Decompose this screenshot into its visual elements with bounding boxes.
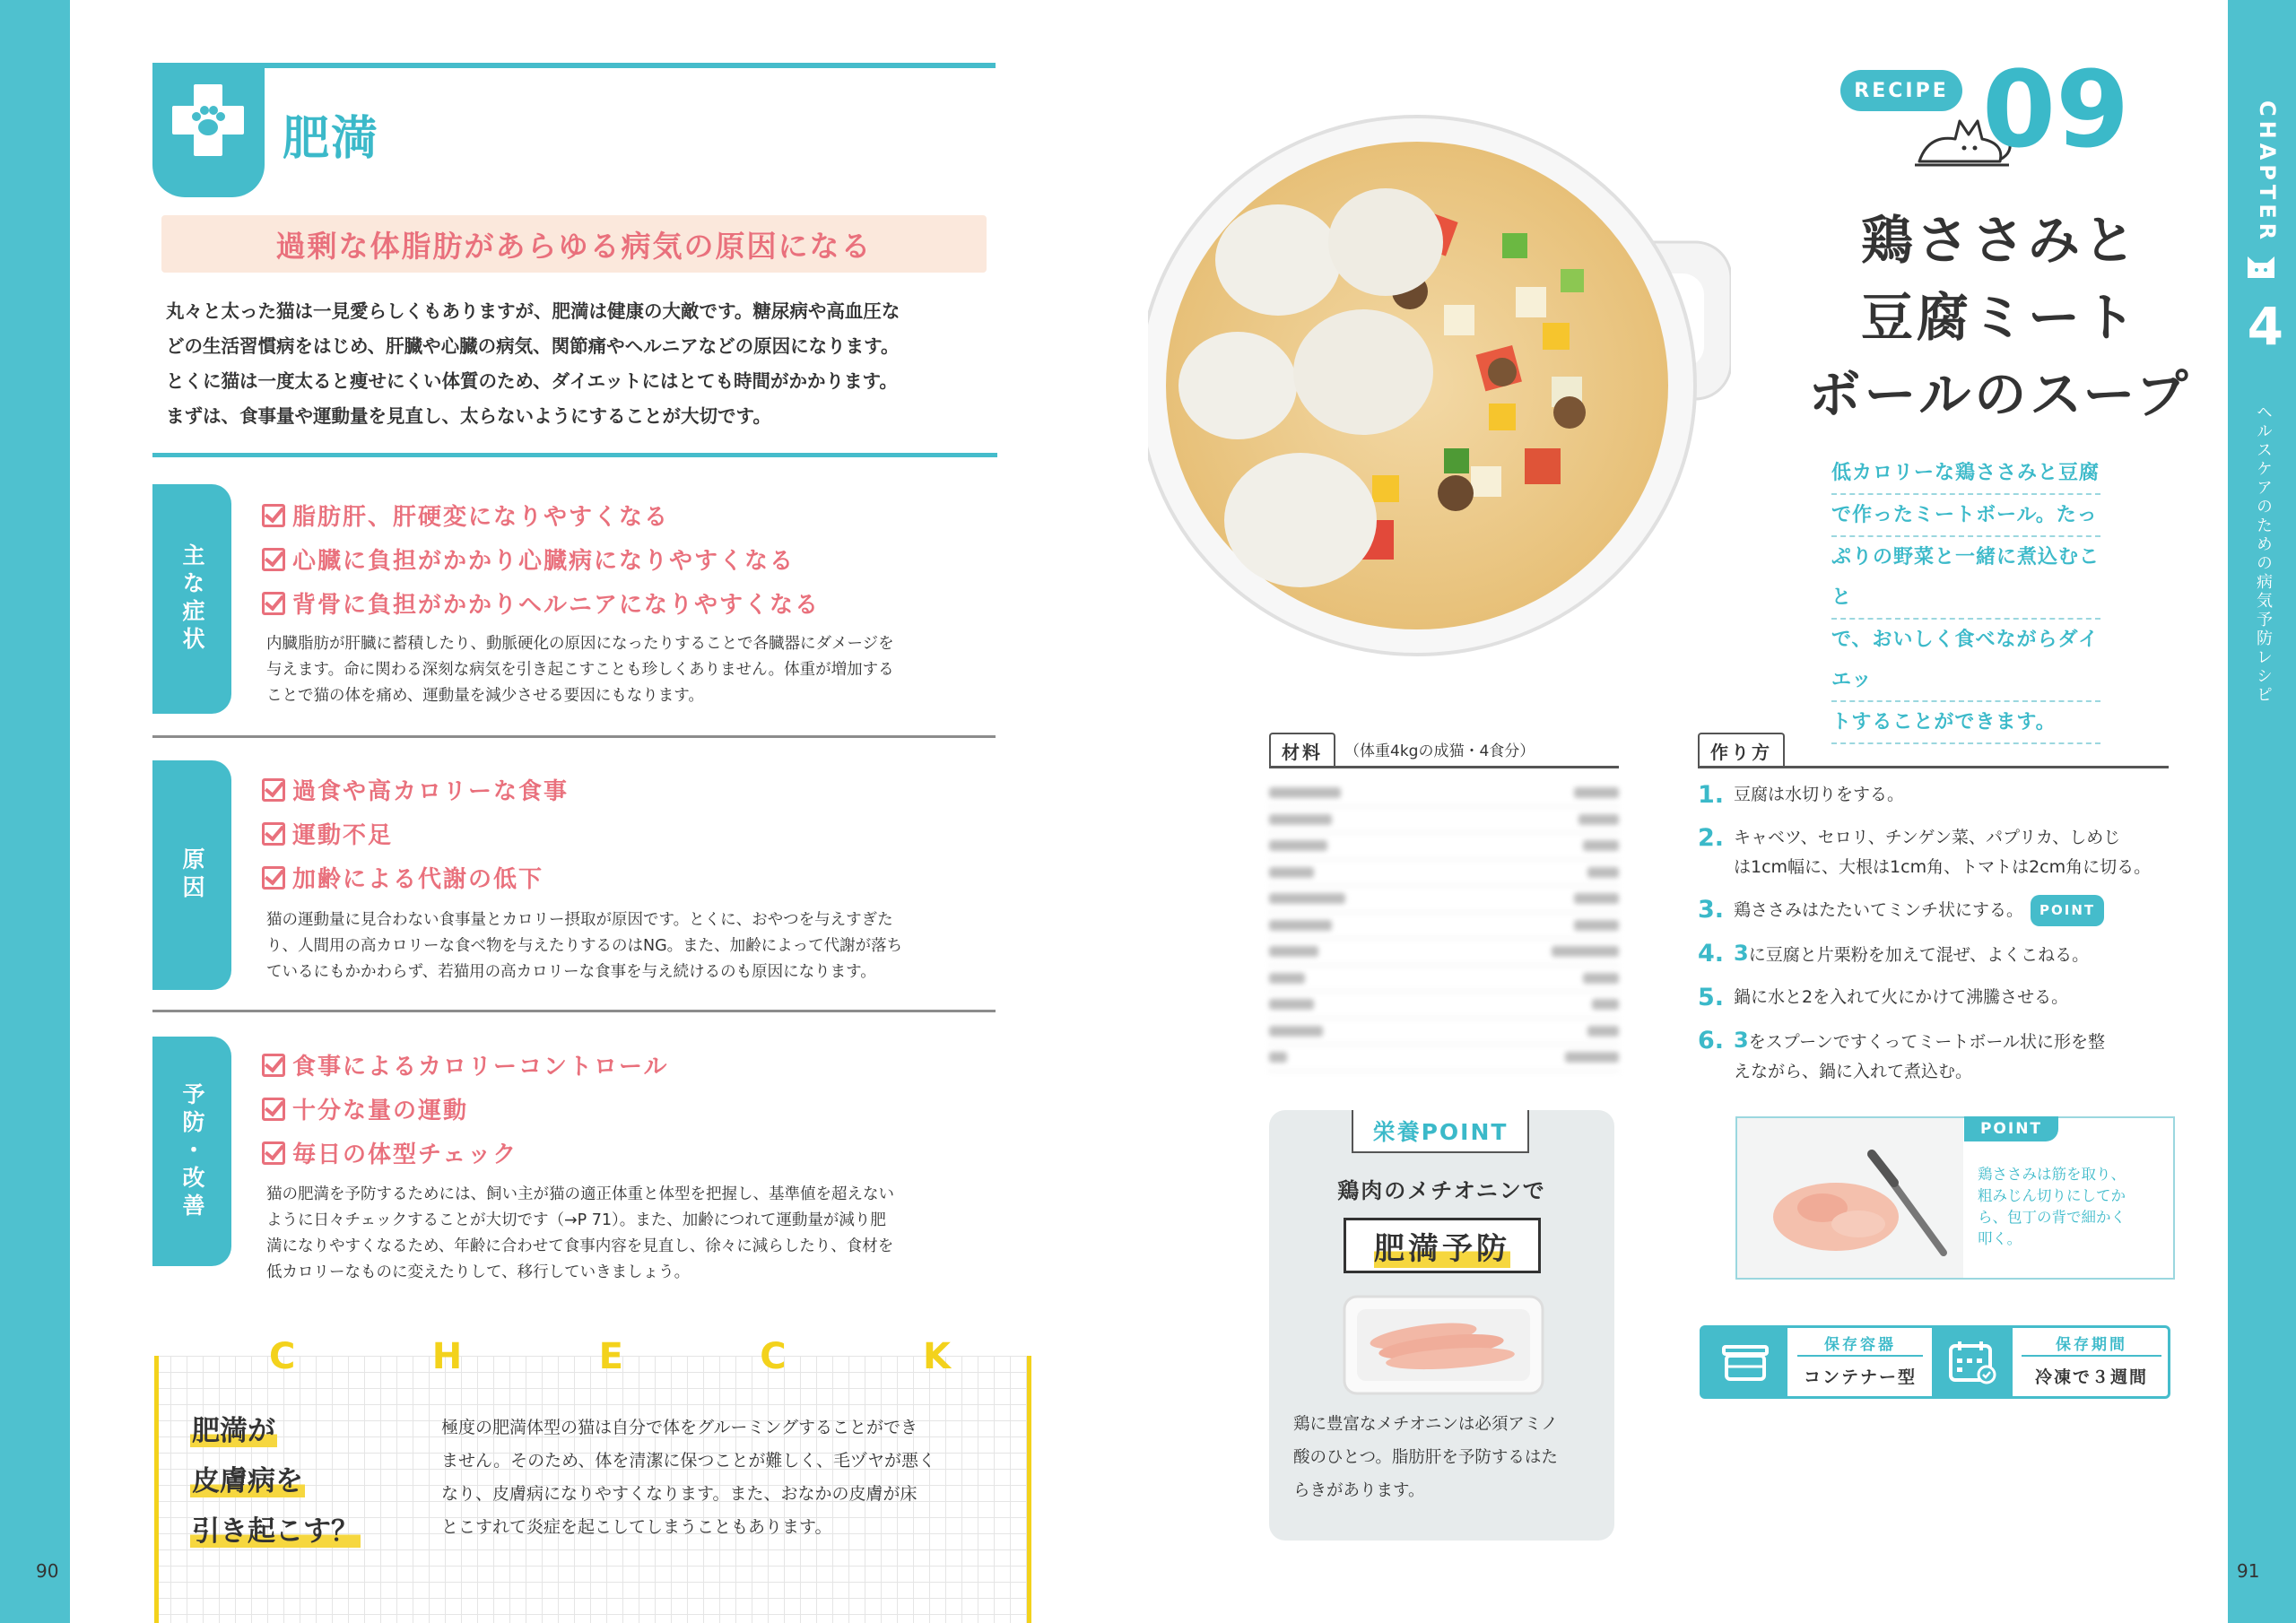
section-tab-symptoms: [152, 484, 231, 714]
check-letter: E: [598, 1336, 623, 1377]
section-body-causes: [266, 907, 993, 985]
header-rule: [265, 63, 996, 68]
calendar-icon-bg: [1932, 1328, 2013, 1396]
description-line: ぷりの野菜と一緒に煮込むこと: [1831, 537, 2100, 620]
check-item: [262, 537, 820, 581]
check-title: [269, 1336, 951, 1377]
step-text-line: 豆腐は水切りをする。: [1734, 785, 1905, 804]
section-rule: [152, 1010, 996, 1012]
recipe-title: [1794, 202, 2206, 433]
chapter-subtitle: ヘルスケアのための病気予防レシピ: [2254, 404, 2273, 705]
period-value: 冷凍で３週間: [2034, 1367, 2148, 1387]
checkbox-icon: [262, 592, 285, 615]
section-tab-label: 主な症状: [179, 543, 205, 655]
recipe-number: 09: [1982, 48, 2130, 171]
check-item: [262, 493, 820, 537]
recipe-title-line: 豆腐ミート: [1860, 287, 2139, 348]
step-text-line: 鍋に水と2を入れて火にかけて沸騰させる。: [1734, 987, 2069, 1007]
checkbox-icon: [262, 1054, 285, 1077]
paw-cross-icon: [169, 81, 248, 160]
check-list-prevention: [262, 1043, 668, 1175]
ingredient-row: [1269, 966, 1619, 993]
step-text-line: 鶏ささみはたたいてミンチ状にする。: [1734, 900, 2024, 920]
step-number: 1.: [1698, 781, 1725, 809]
intro-line: どの生活習慣病をはじめ、肝臓や心臓の病気、関節痛やヘルニアなどの原因になります。: [166, 335, 900, 357]
check-text-line: なり、皮膚病になりやすくなります。また、おなかの皮膚が床: [441, 1484, 918, 1504]
section-tab-causes: [152, 760, 231, 990]
checkbox-icon: [262, 1141, 285, 1165]
check-letter: K: [922, 1336, 951, 1377]
intro-line: まずは、食事量や運動量を見直し、太らないようにすることが大切です。: [166, 405, 771, 427]
nutrition-text: [1293, 1408, 1598, 1507]
ingredients-list-blurred: [1269, 780, 1619, 1072]
nutrition-highlight-text: 肥満予防: [1374, 1224, 1510, 1268]
body-line: 猫の肥満を予防するためには、飼い主が猫の適正体重と体型を把握し、基準値を超えない: [266, 1185, 894, 1203]
check-text: 加齢による代謝の低下: [292, 866, 544, 893]
check-letter: H: [431, 1336, 463, 1377]
step-text-line: をスプーンですくってミートボール状に形を整: [1748, 1032, 2105, 1052]
step-text-line: キャベツ、セロリ、チンゲン菜、パプリカ、しめじ: [1734, 828, 2121, 847]
method-step: [1698, 895, 2173, 926]
check-text: 脂肪肝、肝硬変になりやすくなる: [292, 504, 670, 531]
section-tab-prevention: [152, 1037, 231, 1266]
check-item: [262, 1087, 668, 1131]
step-number: 3.: [1698, 896, 1725, 924]
check-frame-left: [154, 1356, 159, 1623]
method-step: [1698, 1026, 2173, 1087]
ingredient-row: [1269, 992, 1619, 1019]
recipe-title-line: 鶏ささみと: [1860, 210, 2139, 271]
check-frame-right: [1027, 1356, 1031, 1623]
method-step: [1698, 780, 2173, 811]
ingredients-header: [1269, 731, 1619, 768]
check-text: 食事によるカロリーコントロール: [292, 1054, 669, 1081]
nutrition-text-line: 酸のひとつ。脂肪肝を予防するはた: [1293, 1448, 1558, 1467]
chapter-label: CHAPTER: [2255, 100, 2280, 245]
recipe-title-line: ボールのスープ: [1808, 364, 2192, 425]
ingredients-label: 材料: [1269, 733, 1335, 766]
ingredient-row: [1269, 913, 1619, 940]
ingredient-row: [1269, 939, 1619, 966]
check-item: [262, 1043, 668, 1087]
section-body-prevention: [266, 1182, 993, 1286]
point-text-line: 鶏ささみは筋を取り、: [1978, 1166, 2126, 1183]
storage-divider: [2022, 1355, 2161, 1357]
point-text: [1978, 1164, 2170, 1250]
nutrition-heading: 鶏肉のメチオニンで: [1337, 1178, 1546, 1203]
body-line: 低カロリーなものに変えたりして、移行していきましょう。: [266, 1263, 691, 1281]
method-step: [1698, 939, 2173, 970]
description-line: で作ったミートボール。たっ: [1831, 495, 2100, 537]
container-value: コンテナー型: [1803, 1367, 1917, 1387]
method-steps: [1698, 780, 2173, 1099]
ingredient-row: [1269, 807, 1619, 834]
page-number-left: 90: [36, 1560, 59, 1582]
point-chip: POINT: [2031, 895, 2104, 926]
checkbox-icon: [262, 866, 285, 890]
minced-chicken-photo: [1737, 1118, 1963, 1278]
body-line: ことで猫の体を痛め、運動量を減少させる要因にもなります。: [266, 687, 704, 705]
nutrition-highlight: [1344, 1218, 1541, 1273]
check-list-causes: [262, 768, 569, 899]
point-text-line: 叩く。: [1978, 1230, 2022, 1247]
description-line: 低カロリーな鶏ささみと豆腐: [1831, 453, 2100, 495]
ingredient-row: [1269, 886, 1619, 913]
check-text: [441, 1411, 979, 1544]
body-line: り、人間用の高カロリーな食べ物を与えたりするのはNG。また、加齢によって代謝が落ち: [266, 937, 903, 955]
check-heading: [190, 1406, 361, 1557]
nutrition-tag: 栄養POINT: [1352, 1110, 1529, 1153]
checkbox-icon: [262, 778, 285, 802]
step-number: 2.: [1698, 824, 1725, 852]
section-body-symptoms: [266, 631, 993, 709]
section-tab-label: 予防・改善: [179, 1081, 205, 1221]
check-text: 十分な量の運動: [292, 1098, 469, 1124]
point-text-line: 粗みじん切りにしてか: [1978, 1187, 2126, 1204]
calendar-icon: [1947, 1339, 1997, 1385]
method-step: [1698, 823, 2173, 882]
storage-info: [1700, 1325, 2170, 1399]
check-text: 過食や高カロリーな食事: [292, 778, 570, 805]
intro-line: 丸々と太った猫は一見愛らしくもありますが、肥満は健康の大敵です。糖尿病や高血圧な: [166, 300, 900, 322]
section-rule: [152, 735, 996, 738]
point-text-line: ら、包丁の背で細かく: [1978, 1209, 2126, 1226]
ingredient-row: [1269, 780, 1619, 807]
check-item: [262, 1131, 668, 1175]
cat-face-icon: [2244, 251, 2278, 280]
body-line: 内臓脂肪が肝臓に蓄積したり、動脈硬化の原因になったりすることで各臓器にダメージを: [266, 635, 894, 653]
step-number: 4.: [1698, 940, 1725, 968]
container-label: 保存容器: [1824, 1336, 1896, 1354]
check-text-line: ません。そのため、体を清潔に保つことが難しく、毛ヅヤが悪く: [441, 1451, 936, 1471]
body-line: ているにもかかわらず、若猫用の高カロリーな食事を与え続けるのも原因になります。: [266, 963, 876, 981]
storage-divider: [1797, 1355, 1923, 1357]
check-text-line: とこすれて炎症を起こしてしまうこともあります。: [441, 1517, 832, 1537]
chapter-number: 4: [2247, 296, 2283, 357]
soup-photo: [1148, 108, 1731, 668]
checkbox-icon: [262, 548, 285, 571]
body-line: ように日々チェックすることが大切です（→P 71）。また、加齢につれて運動量が減り肥: [266, 1211, 886, 1229]
ingredients-note: （体重4kgの成猫・4食分）: [1344, 742, 1535, 760]
ingredient-row: [1269, 1019, 1619, 1046]
check-text-line: 極度の肥満体型の猫は自分で体をグルーミングすることができ: [441, 1418, 918, 1437]
intro-paragraph: [166, 294, 1000, 434]
step-reference: 3: [1734, 941, 1749, 966]
subtitle-bar: [161, 215, 987, 273]
step-number: 6.: [1698, 1027, 1725, 1055]
method-step: [1698, 983, 2173, 1013]
body-line: 猫の運動量に見合わない食事量とカロリー摂取が原因です。とくに、おやつを与えすぎた: [266, 911, 893, 929]
nutrition-text-line: らきがあります。: [1293, 1481, 1425, 1500]
recipe-label: RECIPE: [1840, 70, 1962, 111]
chicken-tray-photo: [1343, 1291, 1544, 1397]
checkbox-icon: [262, 504, 285, 527]
ingredient-row: [1269, 860, 1619, 887]
check-text: 心臓に負担がかかり心臓病になりやすくなる: [292, 548, 796, 575]
container-icon-bg: [1702, 1328, 1787, 1396]
method-label: 作り方: [1698, 733, 1785, 766]
check-item: [262, 581, 820, 625]
recipe-description: [1831, 453, 2100, 744]
step-text-line: は1cm幅に、大根は1cm角、トマトは2cm角に切る。: [1734, 857, 2152, 877]
check-heading-line: 引き起こす？: [192, 1515, 359, 1548]
step-number: 5.: [1698, 984, 1725, 1011]
check-text: 運動不足: [292, 822, 394, 849]
ingredient-row: [1269, 833, 1619, 860]
ingredient-row: [1269, 1045, 1619, 1072]
check-item: [262, 812, 569, 855]
check-list-symptoms: [262, 493, 820, 625]
nutrition-text-line: 鶏に豊富なメチオニンは必須アミノ: [1293, 1415, 1558, 1434]
body-line: 与えます。命に関わる深刻な病気を引き起こすことも珍しくありません。体重が増加する: [266, 661, 894, 679]
page-title: 肥満: [283, 112, 380, 166]
intro-rule: [152, 453, 997, 457]
body-line: 満になりやすくなるため、年齢に合わせて食事内容を見直し、徐々に減らしたり、食材を: [266, 1237, 894, 1255]
description-line: トすることができます。: [1831, 702, 2100, 744]
intro-line: とくに猫は一度太ると痩せにくい体質のため、ダイエットにはとても時間がかかります。: [166, 370, 898, 392]
point-label: POINT: [1964, 1116, 2058, 1141]
container-icon: [1718, 1340, 1772, 1384]
checkbox-icon: [262, 1098, 285, 1121]
check-heading-line: 皮膚病を: [192, 1465, 303, 1497]
step-text-line: えながら、鍋に入れて煮込む。: [1734, 1062, 1973, 1081]
checkbox-icon: [262, 822, 285, 846]
check-letter: C: [760, 1336, 787, 1377]
method-header: [1698, 731, 2169, 768]
step-reference: 3: [1734, 1028, 1749, 1053]
check-letter: C: [269, 1336, 296, 1377]
section-tab-label: 原因: [179, 847, 205, 903]
check-text: 背骨に負担がかかりヘルニアになりやすくなる: [292, 592, 821, 619]
check-text: 毎日の体型チェック: [292, 1141, 518, 1168]
period-label: 保存期間: [2056, 1336, 2127, 1354]
check-item: [262, 768, 569, 812]
step-text-line: に豆腐と片栗粉を加えて混ぜ、よくこねる。: [1748, 945, 2090, 965]
check-item: [262, 855, 569, 899]
description-line: で、おいしく食べながらダイエッ: [1831, 620, 2100, 702]
page-number-right: 91: [2237, 1560, 2260, 1582]
check-heading-line: 肥満が: [192, 1415, 275, 1447]
subtitle: 過剰な体脂肪があらゆる病気の原因になる: [275, 228, 873, 264]
left-edge-band: [0, 0, 70, 1623]
